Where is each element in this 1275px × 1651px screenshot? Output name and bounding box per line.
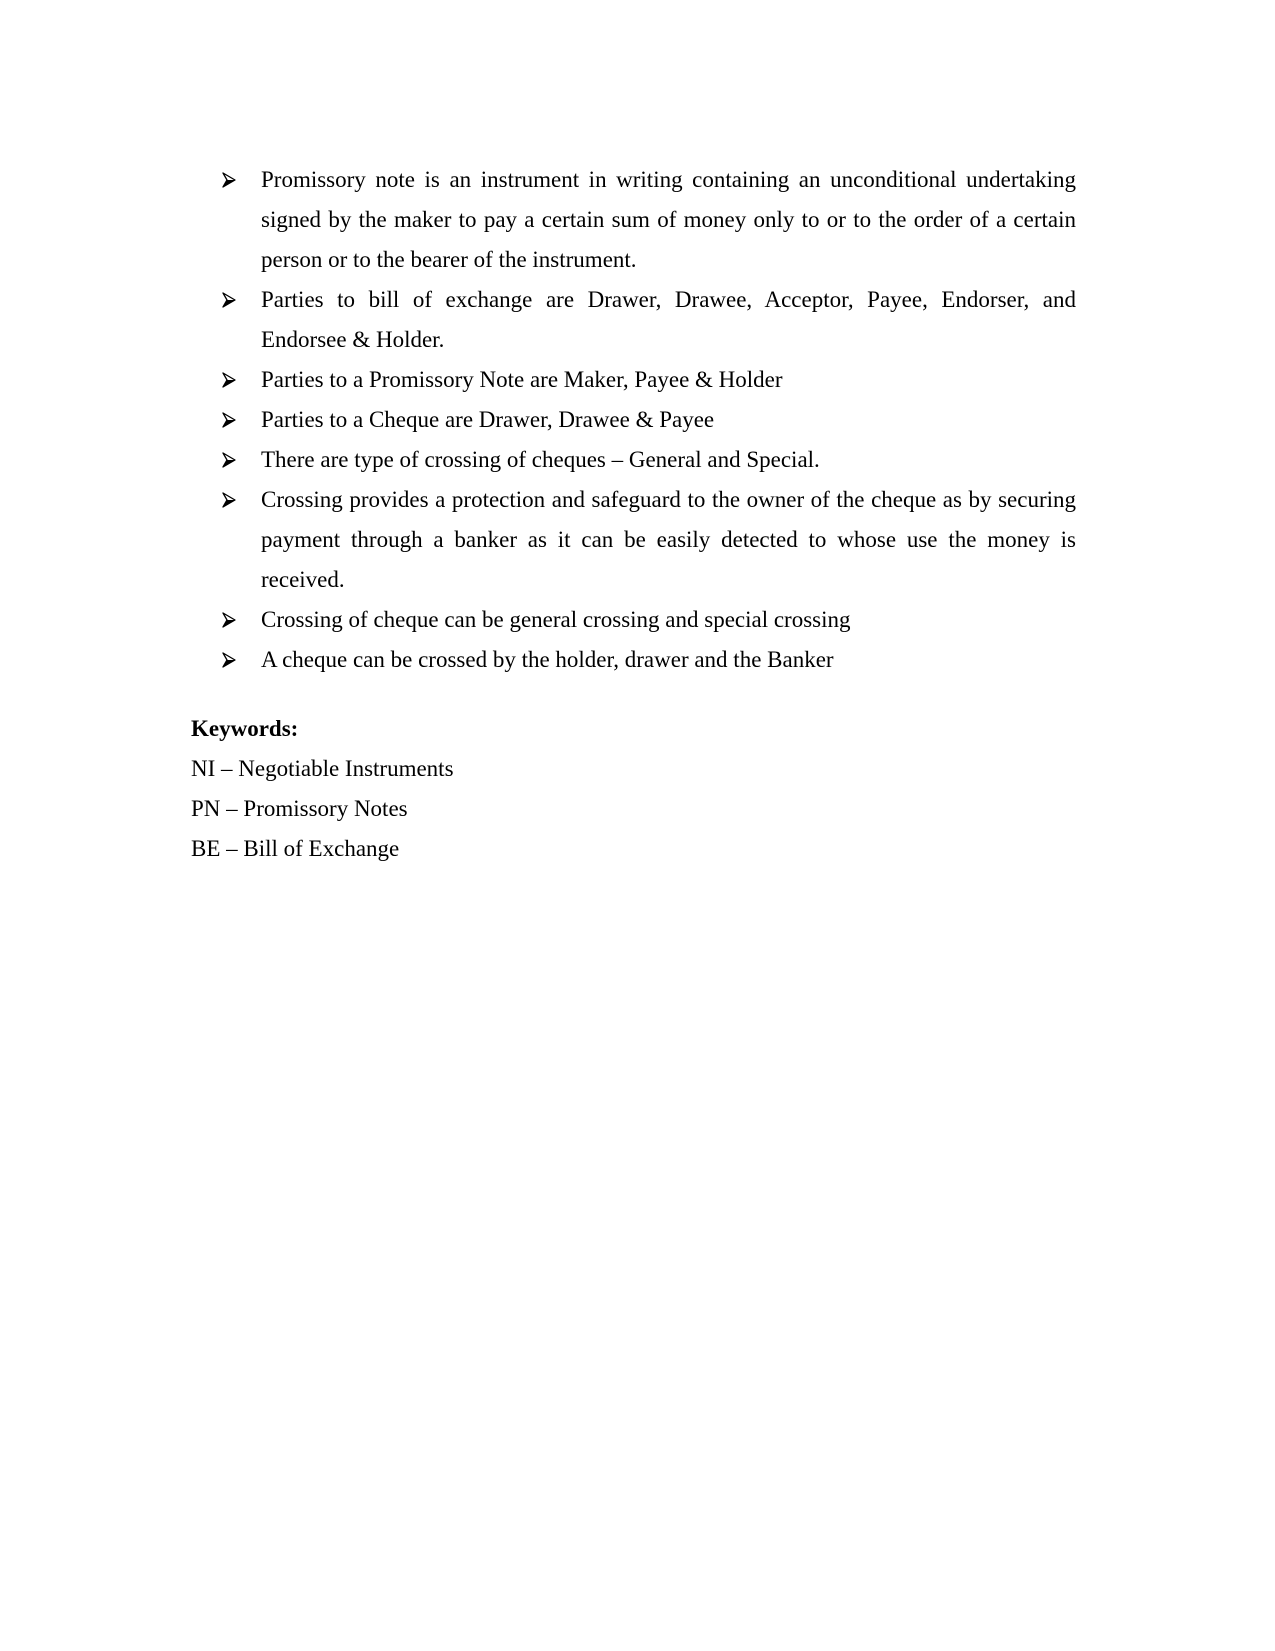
list-item <box>222 640 1076 680</box>
bullet-list <box>222 160 1076 680</box>
keywords-list <box>191 749 891 869</box>
bullet-text: Crossing of cheque can be general crossing and special crossing <box>261 607 851 632</box>
list-item <box>222 480 1076 600</box>
list-item <box>222 440 1076 480</box>
bullet-text: Promissory note is an instrument in writing containing an unconditional undertaking signed by the maker to pay a certain sum of money only to or to the order of a certain person or to the bearer of the instrument. <box>261 167 1076 272</box>
keyword-item: NI – Negotiable Instruments <box>191 756 454 781</box>
list-item <box>222 160 1076 280</box>
arrowhead-bullet-icon <box>222 172 236 188</box>
arrowhead-bullet-icon <box>222 292 236 308</box>
keyword-item: PN – Promissory Notes <box>191 796 408 821</box>
bullet-text: There are type of crossing of cheques – General and Special. <box>261 447 820 472</box>
keywords-section <box>191 709 891 869</box>
keywords-heading: Keywords: <box>191 716 299 741</box>
arrowhead-bullet-icon <box>222 652 236 668</box>
list-item <box>222 280 1076 360</box>
keyword-item: BE – Bill of Exchange <box>191 836 400 861</box>
arrowhead-bullet-icon <box>222 452 236 468</box>
arrowhead-bullet-icon <box>222 372 236 388</box>
bullet-text: A cheque can be crossed by the holder, drawer and the Banker <box>261 647 834 672</box>
bullet-text: Parties to bill of exchange are Drawer, Drawee, Acceptor, Payee, Endorser, and Endorsee & Holder. <box>261 287 1076 352</box>
bullet-text: Parties to a Cheque are Drawer, Drawee & Payee <box>261 407 715 432</box>
bullet-text: Crossing provides a protection and safeguard to the owner of the cheque as by securing payment through a banker as it can be easily detected to whose use the money is received. <box>261 487 1076 592</box>
arrowhead-bullet-icon <box>222 412 236 428</box>
arrowhead-bullet-icon <box>222 612 236 628</box>
arrowhead-bullet-icon <box>222 492 236 508</box>
bullet-text: Parties to a Promissory Note are Maker, Payee & Holder <box>261 367 783 392</box>
list-item <box>222 400 1076 440</box>
list-item <box>222 360 1076 400</box>
list-item <box>222 600 1076 640</box>
